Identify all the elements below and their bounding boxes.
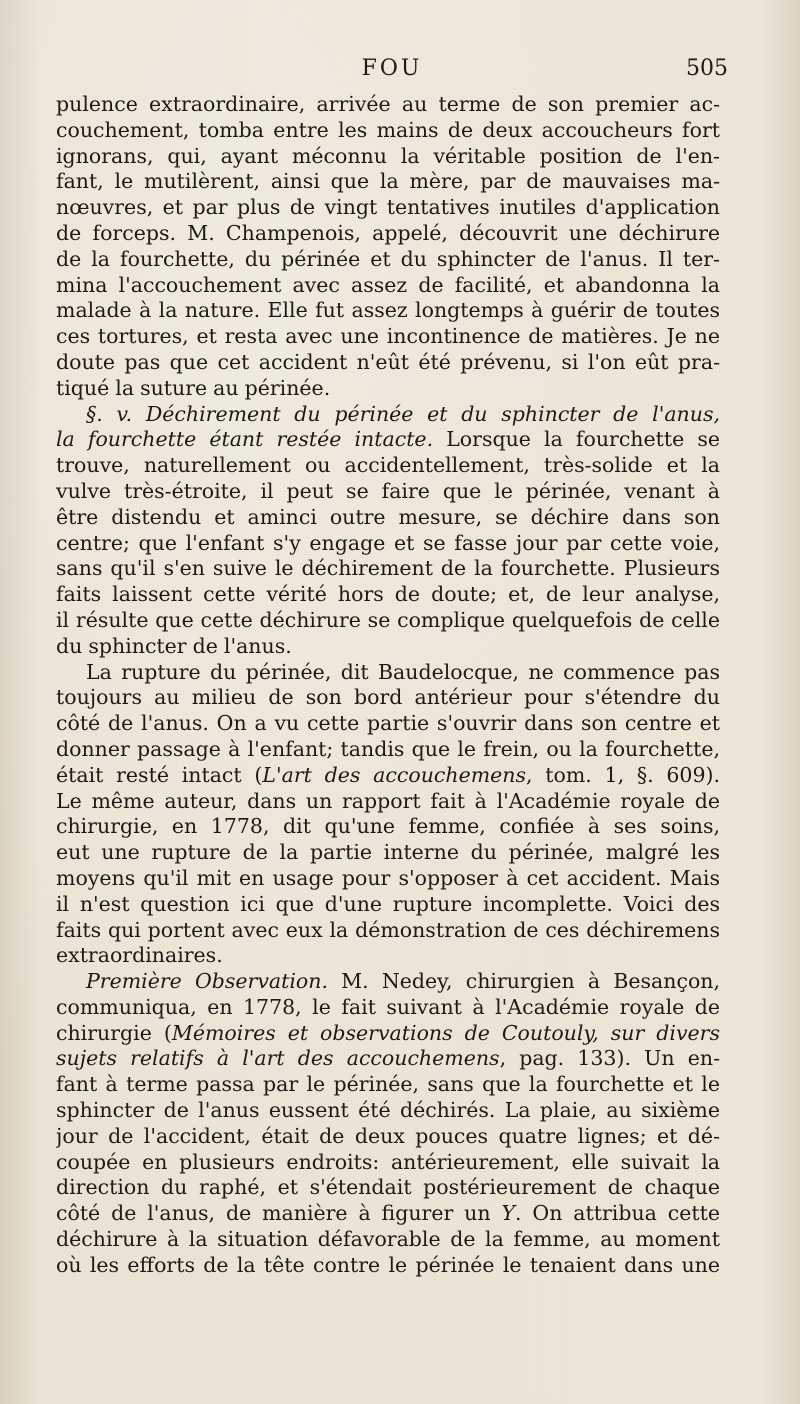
text-line: être distendu et aminci outre mesure, se déchire dans son [56,504,720,529]
body-text [56,92,720,1279]
text-line: doute pas que cet accident n'eût été prévenu, si l'on eût pra- [56,349,720,374]
text-line [56,1201,720,1227]
observation-heading: Première Observation. [86,969,328,994]
section-v-paragraph [56,402,720,660]
text-line: centre; que l'enfant s'y engage et se fasse jour par cette voie, [56,530,720,555]
page-header [56,56,728,92]
text-segment: M. Nedey, chirurgien à Besançon, [328,969,720,994]
paragraph-continuation [56,92,720,402]
text-segment: , pag. 133). Un en- [499,1046,720,1071]
text-segment: était resté intact ( [56,762,263,787]
text-line: sans qu'il s'en suive le déchirement de la fourchette. Plusieurs [56,556,720,581]
text-line [56,1021,720,1047]
text-line [56,969,720,995]
text-line: couchement, tomba entre les mains de deux accoucheurs fort [56,117,720,142]
baudelocque-paragraph [56,660,720,970]
book-title: Mémoires et observations de Coutouly, sur divers [171,1020,720,1045]
text-line: pulence extraordinaire, arrivée au terme de son premier ac- [56,92,720,116]
text-line: de la fourchette, du périnée et du sphincter de l'anus. Il ter- [56,246,720,271]
text-line: il résulte que cette déchirure se complique quelquefois de celle [56,607,720,632]
text-line: côté de l'anus. On a vu cette partie s'ouvrir dans son centre et [56,711,720,736]
text-segment: . On attribua cette [515,1201,720,1226]
book-title-continued: sujets relatifs à l'art des accouchemens [56,1046,500,1071]
text-line: malade à la nature. Elle fut assez longtemps à guérir de toutes [56,298,720,323]
text-line: jour de l'accident, était de deux pouces quatre lignes; et dé- [56,1123,720,1148]
text-line: eut une rupture de la partie interne du périnée, malgré les [56,840,720,865]
text-line: vulve très-étroite, il peut se faire que le périnée, venant à [56,478,720,503]
text-line: Le même auteur, dans un rapport fait à l'Académie royale de [56,788,720,813]
running-title: FOU [361,56,423,81]
text-segment: Lorsque la fourchette se [433,427,720,452]
text-line: ces tortures, et resta avec une incontinence de matières. Je ne [56,324,720,349]
text-line: toujours au milieu de son bord antérieur pour s'étendre du [56,685,720,710]
text-line: ignorans, qui, ayant méconnu la véritable position de l'en- [56,143,720,168]
text-line: il n'est question ici que d'une rupture incomplette. Voici des [56,891,720,916]
text-line: faits qui portent avec eux la démonstration de ces déchiremens [56,917,720,942]
text-line: chirurgie, en 1778, dit qu'une femme, confiée à ses soins, [56,814,720,839]
text-line: tiqué la suture au périnée. [56,375,331,400]
text-line: du sphincter de l'anus. [56,633,292,658]
text-line: faits laissent cette vérité hors de doute; et, de leur analyse, [56,582,720,607]
text-line [56,1046,720,1072]
text-line: de forceps. M. Champenois, appelé, découvrit une déchirure [56,220,720,245]
text-line: mina l'accouchement avec assez de facilité, et abandonna la [56,272,720,297]
text-line: donner passage à l'enfant; tandis que le frein, ou la fourchette, [56,736,720,761]
text-line: sphincter de l'anus eussent été déchirés. La plaie, au sixième [56,1098,720,1123]
section-heading: §. v. Déchirement du périnée et du sphincter de l'anus, [86,401,720,426]
letter-y: Y [501,1201,515,1226]
text-line: La rupture du périnée, dit Baudelocque, ne commence pas [86,659,720,684]
text-line [56,763,720,789]
text-line: où les efforts de la tête contre le périnée le tenaient dans une [56,1252,720,1277]
text-segment: chirurgie ( [56,1020,172,1045]
text-line: communiqua, en 1778, le fait suivant à l'Académie royale de [56,994,720,1019]
text-line: fant, le mutilèrent, ainsi que la mère, par de mauvaises ma- [56,169,720,194]
page-number: 505 [686,56,728,81]
text-line: nœuvres, et par plus de vingt tentatives inutiles d'application [56,195,720,220]
text-line: moyens qu'il mit en usage pour s'opposer à cet accident. Mais [56,865,720,890]
text-line [56,427,720,453]
section-heading-continued: la fourchette étant restée intacte. [56,427,434,452]
text-segment: côté de l'anus, de manière à figurer un [56,1201,502,1226]
book-title: L'art des accouchemens [262,762,527,787]
text-line: fant à terme passa par le périnée, sans que la fourchette et le [56,1072,720,1097]
text-line: coupée en plusieurs endroits: antérieurement, elle suivait la [56,1149,720,1174]
text-line: direction du raphé, et s'étendait postérieurement de chaque [56,1175,720,1200]
text-line: déchirure à la situation défavorable de la femme, au moment [56,1227,720,1252]
first-observation-paragraph [56,969,720,1279]
text-segment: , tom. 1, §. 609). [526,762,720,787]
text-line: extraordinaires. [56,943,223,968]
text-line: trouve, naturellement ou accidentellement, très-solide et la [56,453,720,478]
